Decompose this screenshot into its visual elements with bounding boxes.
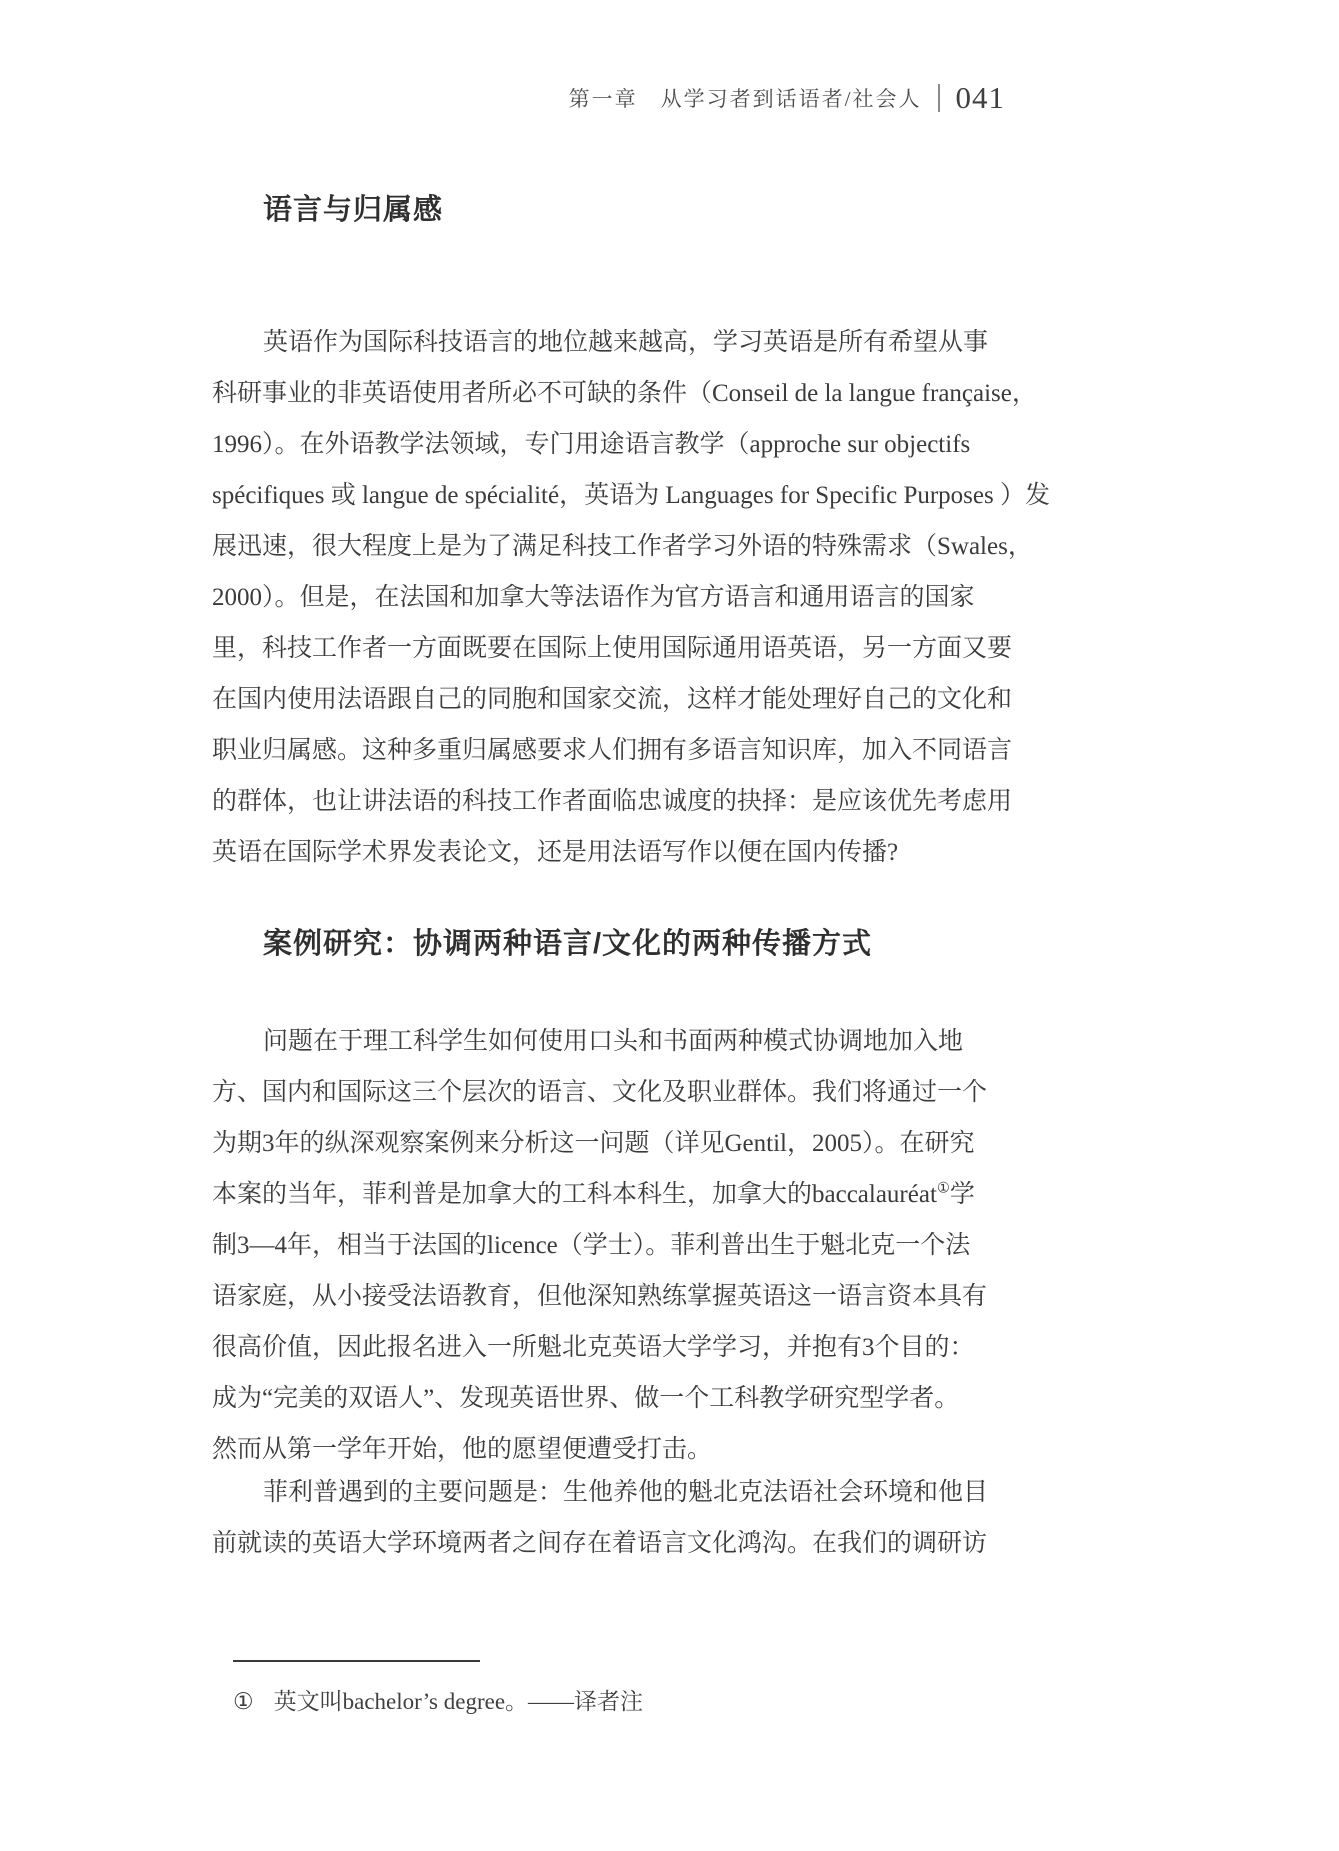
text-line: 方、国内和国际这三个层次的语言、文化及职业群体。我们将通过一个 [212,1079,988,1106]
text-line: 本案的当年，菲利普是加拿大的工科本科生，加拿大的baccalauréat①学 [212,1180,975,1208]
text-line: 制3—4年，相当于法国的licence（学士）。菲利普出生于魁北克一个法 [212,1232,971,1259]
paragraph-case-study-2 [212,1467,1022,1569]
text-line: 问题在于理工科学生如何使用口头和书面两种模式协调地加入地 [263,1028,964,1055]
footnote-marker: ① [233,1689,254,1714]
page-header [212,80,1005,116]
text-line: 2000）。但是，在法国和加拿大等法语作为官方语言和通用语言的国家 [212,584,975,611]
text-line: 1996）。在外语教学法领域，专门用途语言教学（approche sur objectifs [212,431,971,458]
header-divider [938,84,940,112]
text-line: 英语在国际学术界发表论文，还是用法语写作以便在国内传播? [212,839,899,866]
text-line: 为期3年的纵深观察案例来分析这一问题（详见Gentil，2005）。在研究 [212,1130,975,1157]
section-heading-language-belonging: 语言与归属感 [263,194,444,226]
text-line: 英语作为国际科技语言的地位越来越高，学习英语是所有希望从事 [263,329,989,356]
chapter-title: 第一章 从学习者到话语者/社会人 [568,87,922,111]
text-line: 科研事业的非英语使用者所必不可缺的条件（Conseil de la langue française， [212,380,1037,407]
paragraph-language-belonging [212,317,1050,878]
page-number: 041 [955,80,1005,115]
text-line: 成为“完美的双语人”、发现英语世界、做一个工科教学研究型学者。 [212,1385,960,1412]
text-line: 里，科技工作者一方面既要在国际上使用国际通用语英语，另一方面又要 [212,635,1013,662]
text-line: 在国内使用法语跟自己的同胞和国家交流，这样才能处理好自己的文化和 [212,686,1013,713]
text-line: 很高价值，因此报名进入一所魁北克英语大学学习，并抱有3个目的： [212,1334,975,1361]
text-line: 展迅速，很大程度上是为了满足科技工作者学习外语的特殊需求（Swales， [212,533,1033,560]
footnote-text: 英文叫bachelor’s degree。——译者注 [273,1689,644,1714]
section-heading-case-study: 案例研究：协调两种语言/文化的两种传播方式 [263,928,873,960]
text-line: spécifiques 或 langue de spécialité，英语为 Languages for Specific Purposes ）发 [212,482,1050,509]
text-line: 菲利普遇到的主要问题是：生他养他的魁北克法语社会环境和他目 [263,1479,989,1506]
text-line: 语家庭，从小接受法语教育，但他深知熟练掌握英语这一语言资本具有 [212,1283,988,1310]
text-line: 职业归属感。这种多重归属感要求人们拥有多语言知识库，加入不同语言 [212,737,1013,764]
paragraph-case-study-1 [212,1016,1022,1475]
footnote-ref-mark: ① [936,1180,950,1197]
text-line: 然而从第一学年开始，他的愿望便遭受打击。 [212,1436,713,1463]
text-line: 的群体，也让讲法语的科技工作者面临忠诚度的抉择：是应该优先考虑用 [212,788,1013,815]
footnote-divider [233,1660,480,1662]
footnote [233,1683,643,1716]
text-line: 前就读的英语大学环境两者之间存在着语言文化鸿沟。在我们的调研访 [212,1530,988,1557]
